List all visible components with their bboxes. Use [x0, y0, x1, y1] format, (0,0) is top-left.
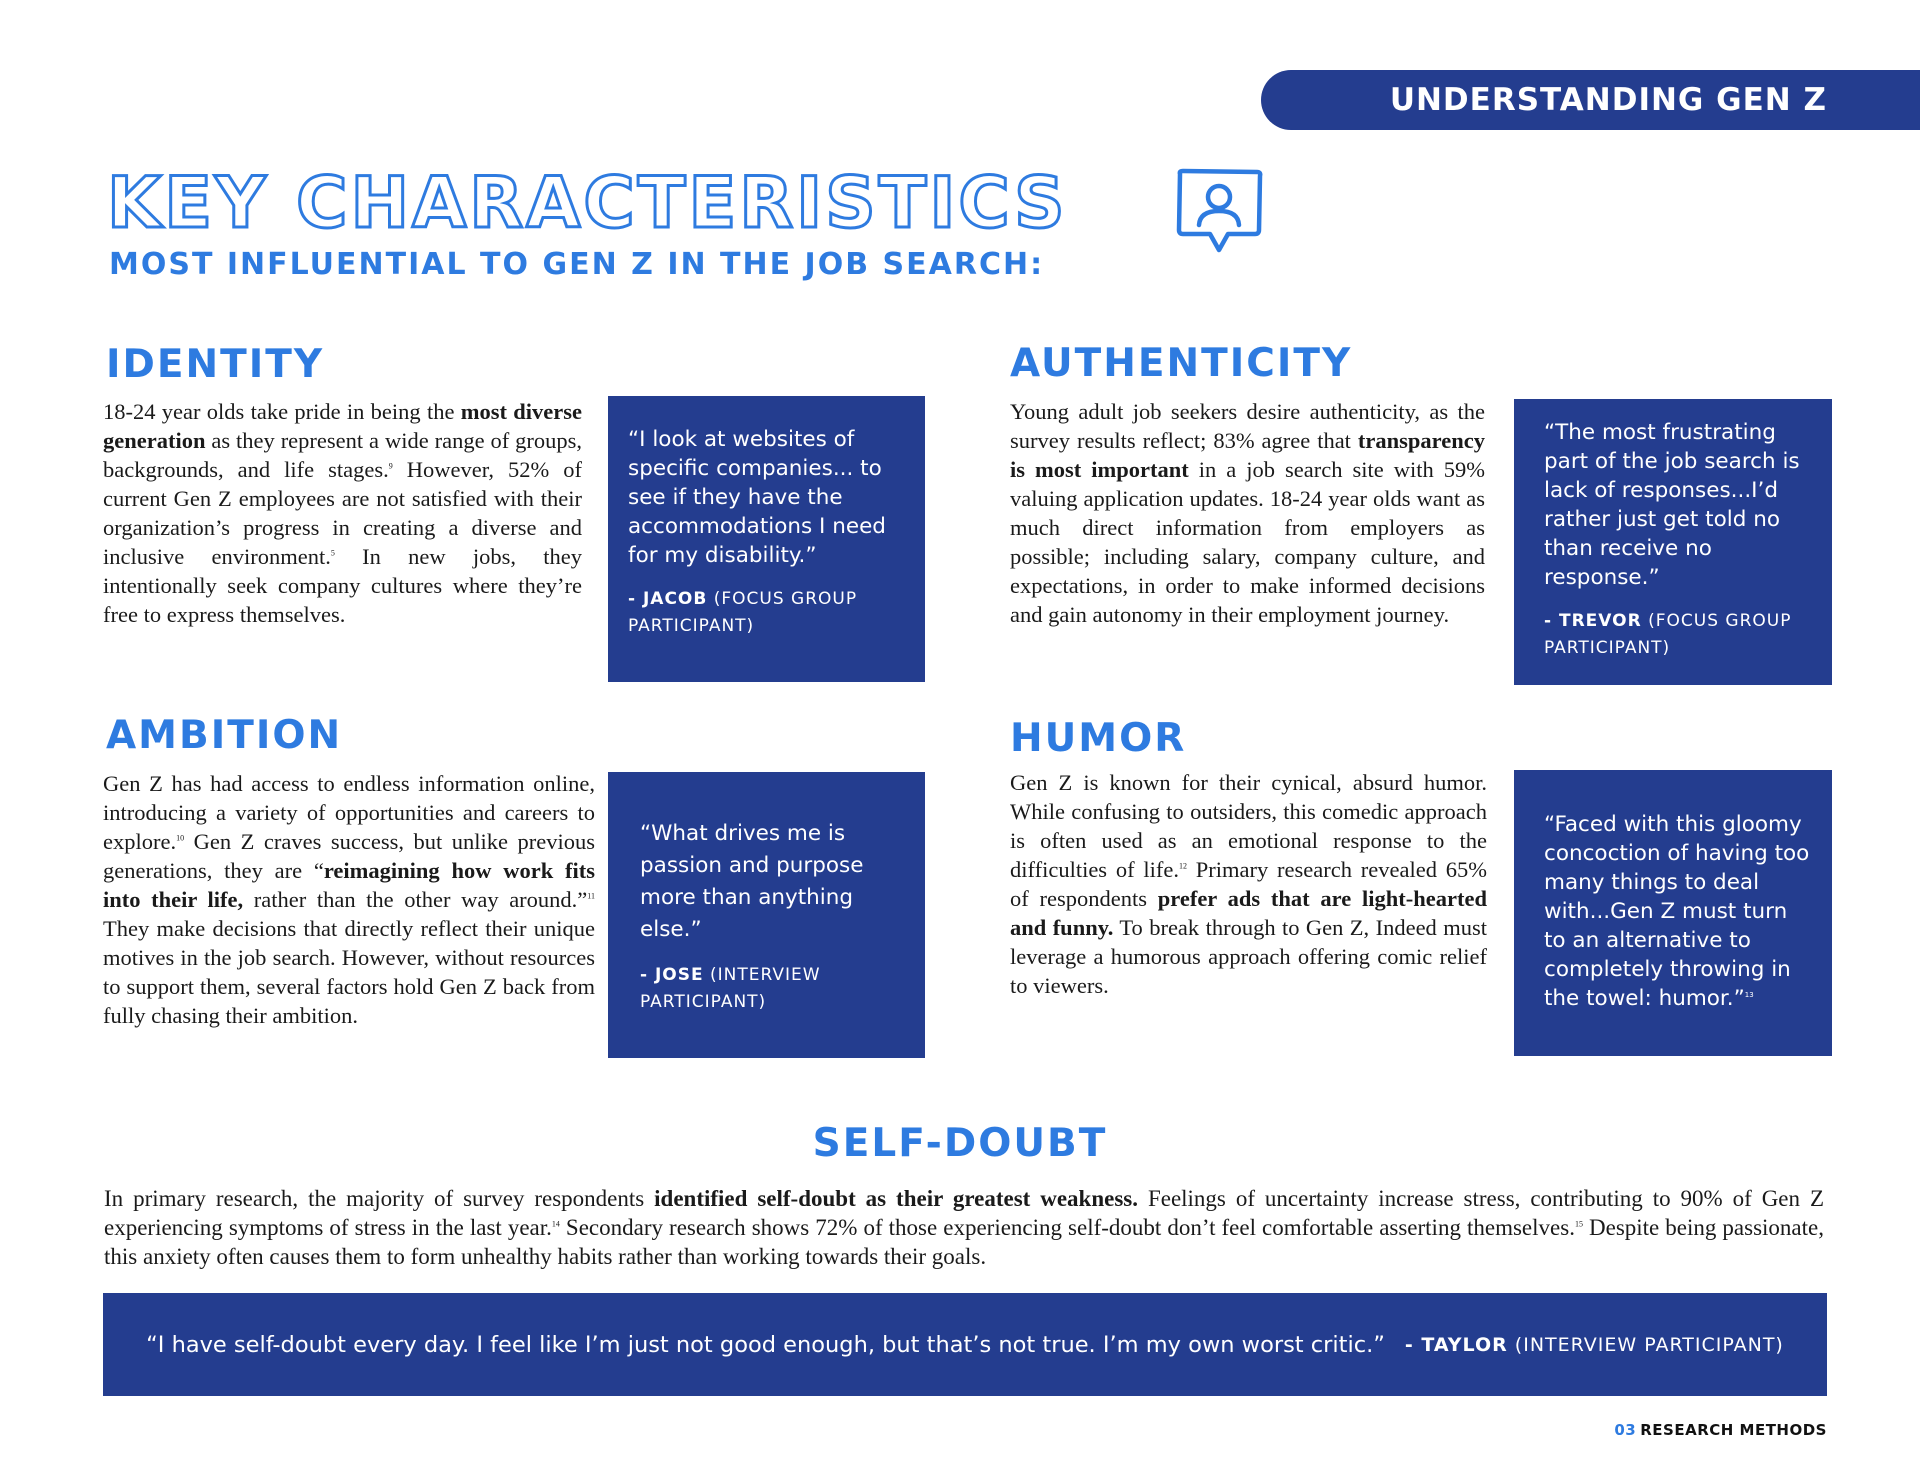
page-subtitle: MOST INFLUENTIAL TO GEN Z IN THE JOB SEARCH:	[109, 247, 1045, 282]
page-title: KEY CHARACTERISTICS	[107, 162, 1068, 244]
humor-heading: HUMOR	[1010, 716, 1187, 761]
identity-paragraph: 18-24 year olds take pride in being the most diverse generation as they represent a wide range of groups, backgrounds, and life stages.$^9$ However, 52% of current Gen Z employees are not satisfied with their organization’s progress in creating a diverse and inclusive environment.$^5$ In new jobs, they intentionally seek company cultures where they’re free to express themselves.	[103, 399, 582, 627]
page-number: 03	[1614, 1421, 1637, 1439]
identity-quote-attribution: - JACOB (FOCUS GROUP PARTICIPANT)	[628, 589, 858, 636]
self-doubt-heading: SELF-DOUBT	[812, 1121, 1108, 1166]
identity-quote-box	[608, 396, 925, 682]
section-tab: UNDERSTANDING GEN Z	[1261, 70, 1920, 130]
self-doubt-quote: “I have self-doubt every day. I feel like I’m just not good enough, but that’s not true. I’m my own worst critic.”	[146, 1331, 1385, 1358]
ambition-heading: AMBITION	[106, 713, 343, 758]
authenticity-quote-attribution: - TREVOR (FOCUS GROUP PARTICIPANT)	[1544, 611, 1792, 658]
humor-quote: “Faced with this gloomy concoction of having too many things to deal with...Gen Z must turn to an alternative to completely throwing in the towel: humor.”$^{13}$	[1544, 812, 1810, 1011]
authenticity-quote-box	[1514, 399, 1832, 685]
profile-speech-bubble-icon	[1172, 166, 1266, 260]
identity-heading: IDENTITY	[106, 342, 325, 387]
ambition-paragraph: Gen Z has had access to endless information online, introducing a variety of opportunities and careers to explore.$^{10}$ Gen Z craves success, but unlike previous generations, they are “reimagining how work fits into their life, rather than the other way around.”$^{11}$ They make decisions that directly reflect their unique motives in the job search. However, without resources to support them, several factors hold Gen Z back from fully chasing their ambition.	[103, 771, 595, 1028]
humor-paragraph: Gen Z is known for their cynical, absurd humor. While confusing to outsiders, this comedic approach is often used as an emotional response to the difficulties of life.$^{12}$ Primary research revealed 65% of respondents prefer ads that are light-hearted and funny. To break through to Gen Z, Indeed must leverage a humorous approach offering comic relief to viewers.	[1010, 770, 1488, 998]
page-footer	[1614, 1421, 1827, 1439]
footer-section: RESEARCH METHODS	[1640, 1421, 1827, 1439]
ambition-quote-box	[608, 772, 925, 1058]
ambition-quote: “What drives me is passion and purpose more than anything else.”	[640, 821, 864, 942]
ambition-quote-attribution: - JOSE (INTERVIEW PARTICIPANT)	[640, 965, 821, 1012]
self-doubt-quote-attribution: - TAYLOR (INTERVIEW PARTICIPANT)	[1404, 1333, 1784, 1356]
self-doubt-paragraph: In primary research, the majority of survey respondents identified self-doubt as their greatest weakness. Feelings of uncertainty increase stress, contributing to 90% of Gen Z experiencing symptoms of stress in the last year.$^{14}$ Secondary research shows 72% of those experiencing self-doubt don’t feel comfortable asserting themselves.$^{15}$ Despite being passionate, this anxiety often causes them to form unhealthy habits rather than working towards their goals.	[104, 1186, 1824, 1269]
humor-quote-box	[1514, 770, 1832, 1056]
identity-quote: “I look at websites of specific companies... to see if they have the accommodations I need for my disability.”	[628, 427, 886, 568]
authenticity-heading: AUTHENTICITY	[1010, 341, 1353, 386]
self-doubt-quote-box	[103, 1293, 1827, 1396]
authenticity-quote: “The most frustrating part of the job search is lack of responses...I’d rather just get told no than receive no response.”	[1544, 420, 1800, 590]
authenticity-paragraph: Young adult job seekers desire authenticity, as the survey results reflect; 83% agree that transparency is most important in a job search site with 59% valuing application updates. 18-24 year olds want as much direct information from employers as possible; including salary, company culture, and expectations, in order to make informed decisions and gain autonomy in their employment journey.	[1010, 399, 1486, 627]
